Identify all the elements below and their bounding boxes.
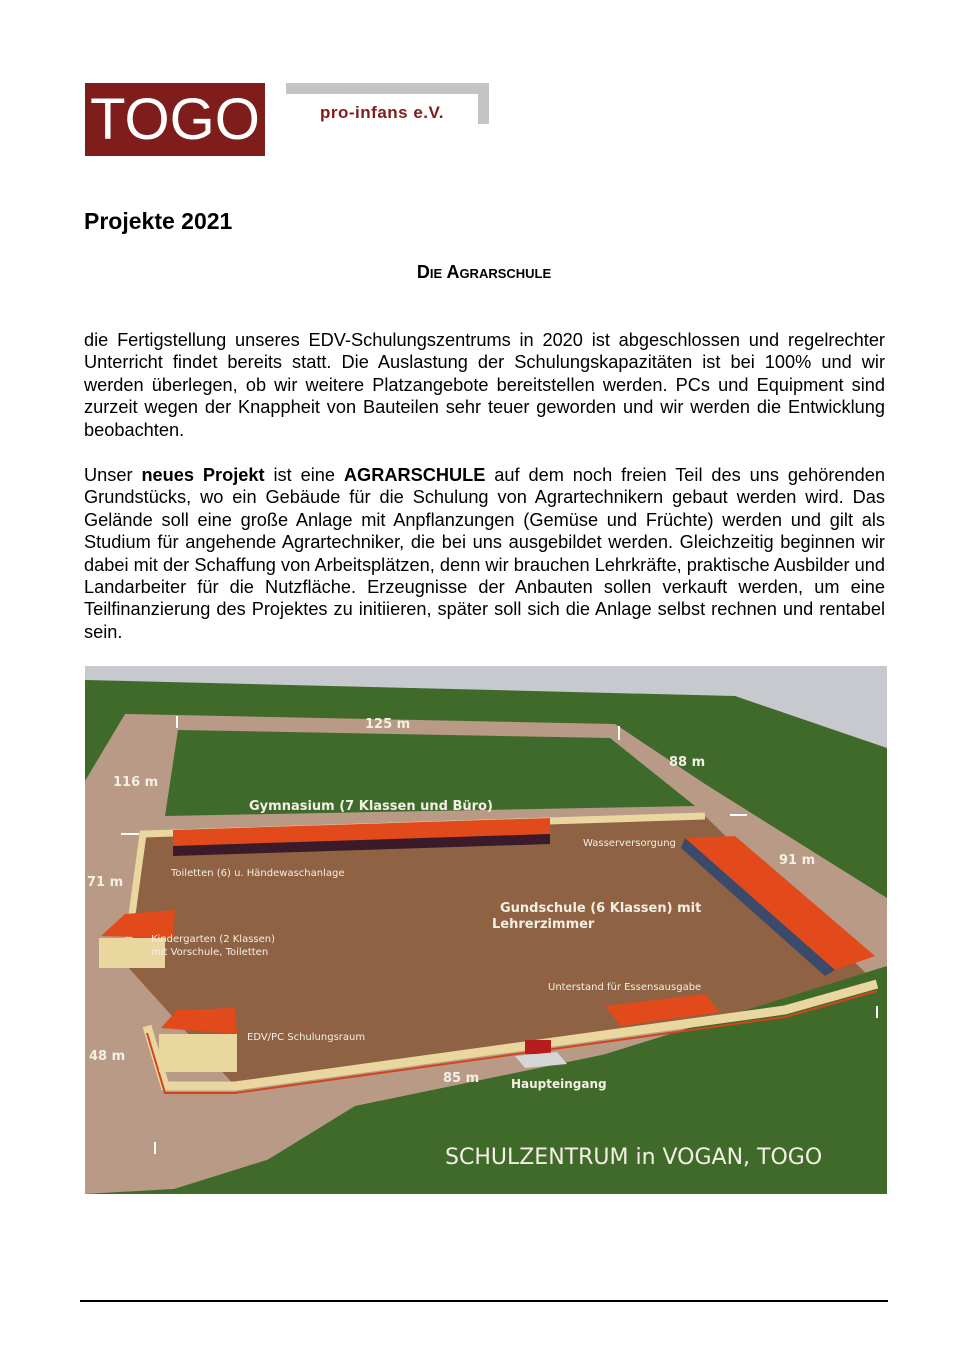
label-it-room: EDV/PC Schulungsraum: [247, 1032, 366, 1043]
label-food-shelter: Unterstand für Essensausgabe: [548, 982, 702, 993]
dimension-right-upper: 88 m: [669, 755, 706, 770]
page-title: Projekte 2021: [84, 208, 233, 234]
organization-name: pro-infans e.V.: [320, 103, 445, 122]
dimension-left-upper: 116 m: [113, 775, 159, 790]
paragraph-new-project: [84, 464, 885, 643]
label-kindergarten-2: mit Vorschule, Toiletten: [151, 947, 269, 958]
dimension-left-lower: 48 m: [89, 1049, 126, 1064]
footer-divider: [80, 1300, 888, 1302]
text-run: Unser: [84, 465, 142, 485]
label-main-entrance: Haupteingang: [511, 1077, 607, 1091]
dimension-left-mid: 71 m: [87, 875, 124, 890]
section-title-text: Die Agrarschule: [416, 262, 552, 282]
logo-bar-decoration: [286, 83, 489, 94]
bold-run: neues Projekt: [141, 465, 265, 485]
paragraph-intro: die Fertigstellung unseres EDV-Schulungszentrums in 2020 ist abgeschlossen und regelrechter Unterricht findet bereits statt. Die Auslastung der Schulungskapazitäten ist bei 100% und wir werden überlegen, ob wir weitere Platzangebote bereitstellen werden. PCs und Equipment sind zurzeit wegen der Knappheit von Bauteilen sehr teuer geworden und wir werden die Entwicklung beobachten.: [84, 330, 885, 440]
label-primary-school-2: Lehrerzimmer: [492, 917, 595, 932]
text-run: ist eine: [264, 465, 344, 485]
text-run: auf dem noch freien Teil des uns gehörenden Grundstücks, wo ein Gebäude für die Schulung von Agrartechnikern gebaut werden wird. Das Gelände soll eine große Anlage mit Anpflanzungen (Gemüse und Früchte) werden und gilt als Studium für angehende Agrartechniker, die bei uns ausgebildet werden. Gleichzeitig beginnen wir dabei mit der Schaffung von Arbeitsplätzen, denn wir brauchen Lehrkräfte, praktische Ausbilder und Landarbeiter für die Nutzfläche. Erzeugnisse der Anbauten sollen verkauft werden, um eine Teilfinanzierung des Projektes zu initiieren, später soll sich die Anlage selbst rechnen und rentabel sein.: [84, 465, 885, 642]
dimension-right-lower: 91 m: [779, 853, 816, 868]
section-title: [0, 262, 968, 283]
logo-text: TOGO: [90, 86, 260, 152]
label-kindergarten-1: Kindergarten (2 Klassen): [151, 934, 276, 945]
dimension-top: 125 m: [365, 717, 411, 732]
label-toilets: Toiletten (6) u. Händewaschanlage: [171, 868, 345, 879]
site-plan-image: [85, 666, 887, 1194]
label-gymnasium: Gymnasium (7 Klassen und Büro): [249, 799, 493, 814]
dimension-bottom: 85 m: [443, 1071, 480, 1086]
bold-run: AGRARSCHULE: [343, 465, 486, 485]
logo-bar-decoration-vertical: [478, 83, 489, 124]
togo-logo: [85, 83, 265, 156]
label-water-supply: Wasserversorgung: [583, 838, 676, 849]
figure-caption: SCHULZENTRUM in VOGAN, TOGO: [445, 1145, 823, 1170]
label-primary-school-1: Gundschule (6 Klassen) mit: [500, 901, 702, 916]
